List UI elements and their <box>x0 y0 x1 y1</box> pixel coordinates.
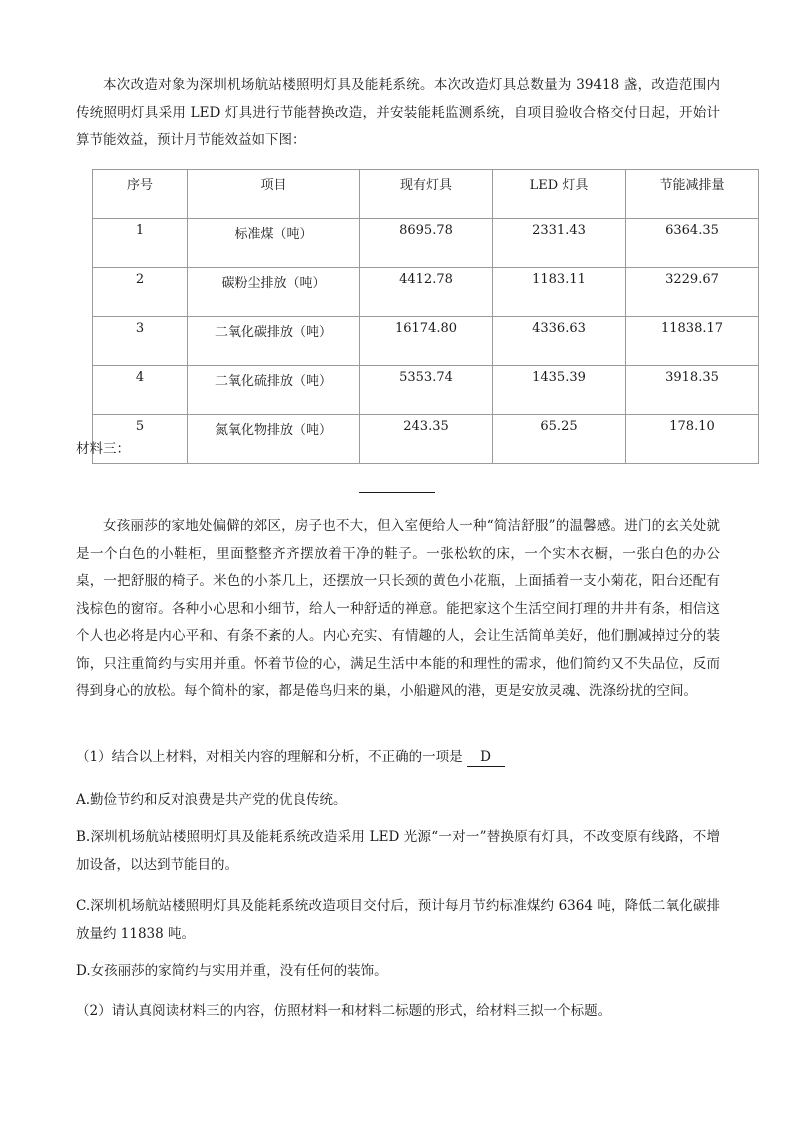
table-cell: 碳粉尘排放（吨） <box>188 268 360 317</box>
table-cell: 178.10 <box>626 415 759 464</box>
table-cell: 243.35 <box>360 415 493 464</box>
table-cell: 4336.63 <box>493 317 626 366</box>
title-blank-line <box>359 492 435 493</box>
energy-savings-table <box>92 169 759 464</box>
table-cell: 二氧化碳排放（吨） <box>188 317 360 366</box>
question-one-text: （1）结合以上材料，对相关内容的理解和分析，不正确的一项是 <box>76 749 463 765</box>
header-item: 项目 <box>188 170 360 219</box>
table-cell: 1435.39 <box>493 366 626 415</box>
table-cell: 2331.43 <box>493 219 626 268</box>
table-cell: 16174.80 <box>360 317 493 366</box>
question-one-answer: D <box>467 748 505 767</box>
table-cell: 2 <box>93 268 188 317</box>
table-cell: 65.25 <box>493 415 626 464</box>
table-row <box>93 415 759 464</box>
table-cell: 1 <box>93 219 188 268</box>
table-row <box>93 268 759 317</box>
table-cell: 4 <box>93 366 188 415</box>
header-led-lamps: LED 灯具 <box>493 170 626 219</box>
header-index: 序号 <box>93 170 188 219</box>
material-three-story: 女孩丽莎的家地处偏僻的郊区，房子也不大，但入室便给人一种“简洁舒服”的温馨感。进门的玄关处就是一个白色的小鞋柜，里面整整齐齐摆放着干净的鞋子。一张松软的床，一个实木衣橱，一张白色的办公桌，一把舒服的椅子。米色的小茶几上，还摆放一只长颈的黄色小花瓶，上面插着一支小菊花，阳台还配有浅棕色的窗帘。各种小心思和小细节，给人一种舒适的禅意。能把家这个生活空间打理的井井有条，相信这个人也必将是内心平和、有条不紊的人。内心充实、有情趣的人，会让生活简单美好，他们删减掉过分的装饰，只注重简约与实用并重。怀着节俭的心，满足生活中本能的和理性的需求，他们简约又不失品位，反而得到身心的放松。每个简朴的家，都是倦鸟归来的巢，小船避风的港，更是安放灵魂、洗涤纷扰的空间。 <box>76 518 720 699</box>
table-cell: 3229.67 <box>626 268 759 317</box>
table-cell: 氮氧化物排放（吨） <box>188 415 360 464</box>
header-savings: 节能减排量 <box>626 170 759 219</box>
table-cell: 二氧化硫排放（吨） <box>188 366 360 415</box>
intro-paragraph: 本次改造对象为深圳机场航站楼照明灯具及能耗系统。本次改造灯具总数量为 39418 盏，改造范围内传统照明灯具采用 LED 灯具进行节能替换改造，并安装能耗监测系统，自项目验收合格交付日起，开始计算节能效益，预计月节能效益如下图： <box>76 77 720 148</box>
table-cell: 3 <box>93 317 188 366</box>
table-cell: 5 <box>93 415 188 464</box>
material-three-label: 材料三： <box>76 441 130 457</box>
option-a: A.勤俭节约和反对浪费是共产党的优良传统。 <box>76 792 347 808</box>
table-cell: 8695.78 <box>360 219 493 268</box>
option-d: D.女孩丽莎的家简约与实用并重，没有任何的装饰。 <box>76 963 388 979</box>
table-header-row <box>93 170 759 219</box>
table-cell: 1183.11 <box>493 268 626 317</box>
table-row <box>93 366 759 415</box>
table-cell: 11838.17 <box>626 317 759 366</box>
table-cell: 5353.74 <box>360 366 493 415</box>
header-existing-lamps: 现有灯具 <box>360 170 493 219</box>
question-two: （2）请认真阅读材料三的内容，仿照材料一和材料二标题的形式，给材料三拟一个标题。 <box>76 1003 612 1019</box>
table-cell: 标准煤（吨） <box>188 219 360 268</box>
option-c: C.深圳机场航站楼照明灯具及能耗系统改造项目交付后，预计每月节约标准煤约 6364 吨，降低二氧化碳排放量约 11838 吨。 <box>76 898 720 942</box>
table-row <box>93 317 759 366</box>
question-one <box>76 744 720 772</box>
table-cell: 4412.78 <box>360 268 493 317</box>
table-cell: 3918.35 <box>626 366 759 415</box>
option-b: B.深圳机场航站楼照明灯具及能耗系统改造采用 LED 光源“一对一”替换原有灯具，不改变原有线路，不增加设备，以达到节能目的。 <box>76 829 720 873</box>
table-cell: 6364.35 <box>626 219 759 268</box>
table-row <box>93 219 759 268</box>
